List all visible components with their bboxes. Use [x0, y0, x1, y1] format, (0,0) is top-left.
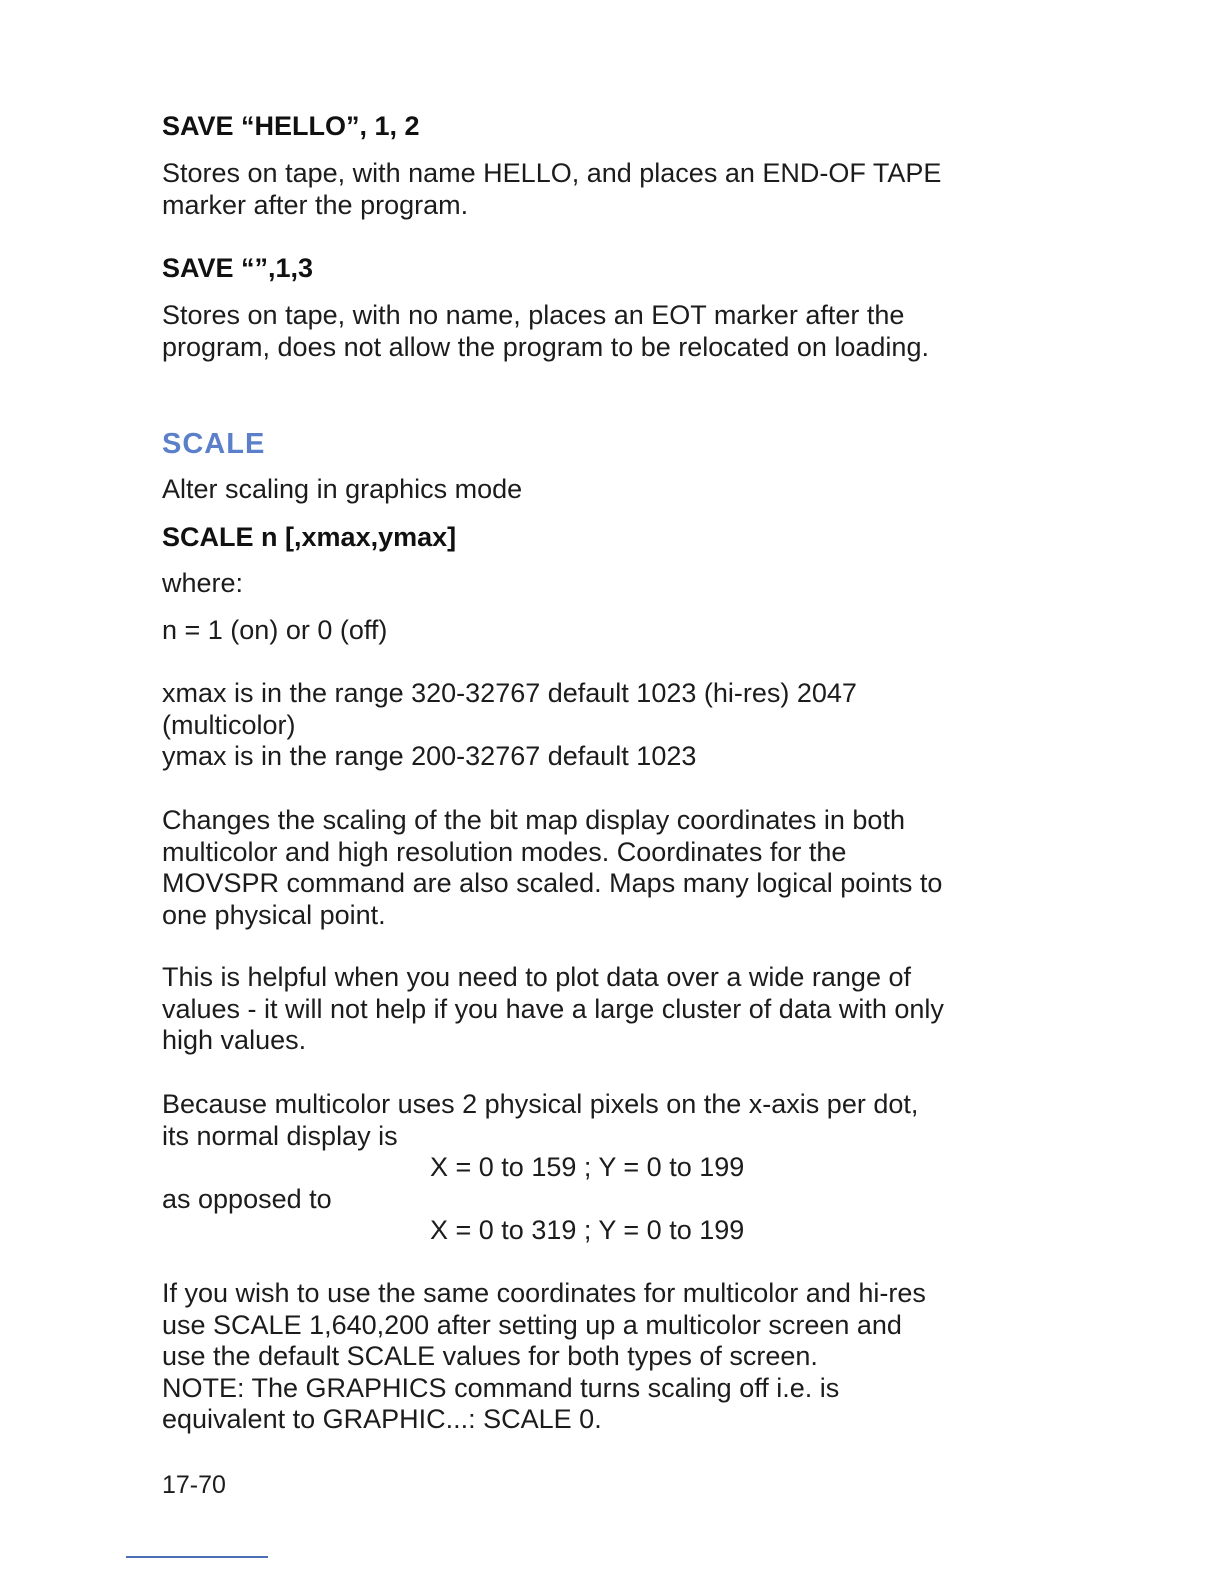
text-line: values - it will not help if you have a large cluster of data with only [162, 993, 944, 1024]
save-hello-syntax: SAVE “HELLO”, 1, 2 [162, 111, 420, 141]
text-line: Stores on tape, with name HELLO, and places an END-OF TAPE [162, 158, 942, 188]
range-definitions [162, 678, 857, 773]
text-line: equivalent to GRAPHIC...: SCALE 0. [162, 1404, 602, 1434]
text-line: (multicolor) [162, 709, 296, 740]
text-line: its normal display is [162, 1120, 398, 1151]
text-line: marker after the program. [162, 189, 469, 220]
text-line: If you wish to use the same coordinates for multicolor and hi-res [162, 1278, 926, 1308]
text-line: use the default SCALE values for both types of screen. [162, 1341, 818, 1371]
save-noname-syntax: SAVE “”,1,3 [162, 253, 314, 283]
scale-paragraph-1 [162, 805, 942, 931]
text-line: one physical point. [162, 899, 386, 930]
scale-paragraph-2 [162, 962, 944, 1057]
scale-paragraph-3 [162, 1089, 918, 1247]
n-definition: n = 1 (on) or 0 (off) [162, 615, 388, 645]
text-line: NOTE: The GRAPHICS command turns scaling off i.e. is [162, 1372, 840, 1403]
scale-syntax [162, 521, 456, 553]
scale-syntax-keyword: SCALE n [162, 522, 278, 552]
text-line: use SCALE 1,640,200 after setting up a multicolor screen and [162, 1309, 902, 1340]
multicolor-range: X = 0 to 159 ; Y = 0 to 199 [430, 1152, 745, 1182]
save-hello-description [162, 158, 941, 221]
text-line: ymax is in the range 200-32767 default 1023 [162, 741, 697, 771]
text-line: Stores on tape, with no name, places an EOT marker after the [162, 300, 905, 330]
text-line: program, does not allow the program to be relocated on loading. [162, 331, 929, 362]
text-line: Changes the scaling of the bit map display coordinates in both [162, 805, 905, 835]
text-line: multicolor and high resolution modes. Coordinates for the [162, 836, 847, 867]
hires-range: X = 0 to 319 ; Y = 0 to 199 [430, 1215, 745, 1245]
text-line: This is helpful when you need to plot data over a wide range of [162, 962, 911, 992]
scale-section-heading: SCALE [162, 428, 266, 460]
scale-paragraph-4 [162, 1278, 926, 1436]
scale-syntax-params: [,xmax,ymax] [285, 522, 457, 552]
bottom-rule [126, 1556, 268, 1558]
page-number: 17-70 [162, 1471, 226, 1499]
text-line: MOVSPR command are also scaled. Maps many logical points to [162, 868, 943, 898]
scale-summary: Alter scaling in graphics mode [162, 474, 523, 504]
as-opposed-label: as opposed to [162, 1183, 332, 1214]
where-label: where: [162, 568, 244, 598]
text-line: Because multicolor uses 2 physical pixels on the x-axis per dot, [162, 1089, 919, 1119]
text-line: xmax is in the range 320-32767 default 1023 (hi-res) 2047 [162, 678, 857, 708]
save-noname-description [162, 300, 929, 363]
text-line: high values. [162, 1025, 307, 1055]
